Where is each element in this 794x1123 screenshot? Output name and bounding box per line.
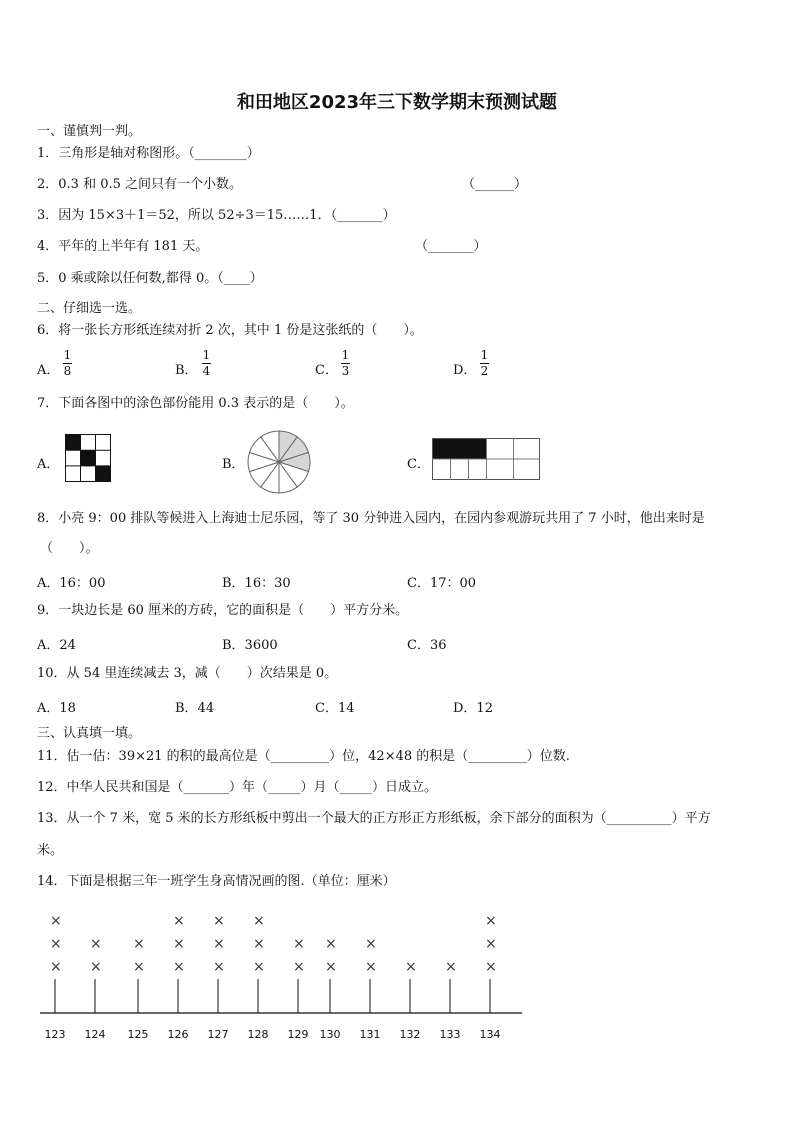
q10-option-a: A．18 xyxy=(37,701,76,716)
q10-option-d: D．12 xyxy=(453,701,493,716)
q8-option-a: A．16：00 xyxy=(37,576,106,591)
tick-label: 129 xyxy=(287,1028,309,1041)
data-mark: × xyxy=(173,959,185,975)
fraction-numerator: 1 xyxy=(202,348,211,362)
data-mark: × xyxy=(133,936,145,952)
question-2: 2．0.3 和 0.5 之间只有一个小数。 xyxy=(37,177,243,192)
q7-option-c-letter: C． xyxy=(407,457,430,472)
page-title: 和田地区2023年三下数学期末预测试题 xyxy=(236,92,558,113)
tick-label: 123 xyxy=(44,1028,66,1041)
data-mark: × xyxy=(365,959,377,975)
q7-option-b-letter: B． xyxy=(222,457,245,472)
q10-option-b: B．44 xyxy=(175,701,215,716)
question-7: 7．下面各图中的涂色部份能用 0.3 表示的是（ ）。 xyxy=(37,396,354,411)
question-8: 8．小亮 9：00 排队等候进入上海迪士尼乐园，等了 30 分钟进入园内，在园内参观游玩共用了 7 小时，他出来时是 xyxy=(37,511,705,526)
q9-option-b: B．3600 xyxy=(222,638,278,653)
section-3-heading: 三、认真填一填。 xyxy=(37,726,142,741)
q6-option-c-letter: C． xyxy=(315,363,338,378)
question-13: 13．从一个 7 米，宽 5 米的长方形纸板中剪出一个最大的正方形正方形纸板，余下部分的面积为（__________）平方 xyxy=(37,811,711,826)
q6-option-b-fraction xyxy=(202,349,211,378)
q6-option-b-letter: B． xyxy=(175,363,198,378)
q9-option-c: C．36 xyxy=(407,638,447,653)
data-mark: × xyxy=(485,936,497,952)
data-mark: × xyxy=(293,959,305,975)
question-1: 1．三角形是轴对称图形。（________） xyxy=(37,146,260,161)
data-mark: × xyxy=(133,959,145,975)
question-12: 12．中华人民共和国是（_______）年（_____）月（_____）日成立。 xyxy=(37,780,438,795)
section-1-heading: 一、谨慎判一判。 xyxy=(37,124,142,139)
data-mark: × xyxy=(445,959,457,975)
tick-label: 132 xyxy=(399,1028,421,1041)
data-mark: × xyxy=(173,913,185,929)
q9-option-a: A．24 xyxy=(37,638,76,653)
q6-option-a-fraction xyxy=(63,349,72,378)
q8-option-b: B．16：30 xyxy=(222,576,291,591)
question-9: 9．一块边长是 60 厘米的方砖，它的面积是（ ）平方分米。 xyxy=(37,603,409,618)
fraction-denominator: 4 xyxy=(202,364,211,378)
question-6: 6．将一张长方形纸连续对折 2 次，其中 1 份是这张纸的（ ）。 xyxy=(37,323,423,338)
q7-figure-b-circle xyxy=(247,430,311,494)
question-13-continued: 米。 xyxy=(37,843,64,858)
fraction-denominator: 8 xyxy=(63,364,72,378)
data-mark: × xyxy=(485,959,497,975)
fraction-numerator: 1 xyxy=(63,348,72,362)
tick-label: 134 xyxy=(479,1028,501,1041)
question-2-blank: （______） xyxy=(462,177,528,192)
data-mark: × xyxy=(173,936,185,952)
fraction-numerator: 1 xyxy=(480,348,489,362)
section-2-heading: 二、仔细选一选。 xyxy=(37,301,142,316)
q6-option-d-fraction xyxy=(480,349,489,378)
question-3: 3．因为 15×3＋1＝52，所以 52÷3＝15……1．（_______） xyxy=(37,208,396,223)
data-mark: × xyxy=(213,913,225,929)
data-mark: × xyxy=(325,936,337,952)
q7-figure-a-grid xyxy=(65,434,111,482)
data-mark: × xyxy=(293,936,305,952)
tick-label: 126 xyxy=(167,1028,189,1041)
q6-option-d-letter: D． xyxy=(453,363,477,378)
question-8-blank: （ ）。 xyxy=(40,541,99,556)
q7-option-a-letter: A． xyxy=(37,457,60,472)
fraction-denominator: 3 xyxy=(341,364,350,378)
tick-label: 125 xyxy=(127,1028,149,1041)
tick-label: 133 xyxy=(439,1028,461,1041)
data-mark: × xyxy=(253,936,265,952)
q7-figure-c-strip xyxy=(432,438,540,480)
tick-label: 124 xyxy=(84,1028,106,1041)
tick-label: 130 xyxy=(319,1028,341,1041)
data-mark: × xyxy=(213,936,225,952)
question-10: 10．从 54 里连续减去 3，减（ ）次结果是 0。 xyxy=(37,666,338,681)
data-mark: × xyxy=(325,959,337,975)
q10-option-c: C．14 xyxy=(315,701,355,716)
q6-option-c-fraction xyxy=(341,349,350,378)
data-mark: × xyxy=(50,913,62,929)
tick-label: 127 xyxy=(207,1028,229,1041)
data-mark: × xyxy=(405,959,417,975)
data-mark: × xyxy=(90,959,102,975)
q6-option-a-letter: A． xyxy=(37,363,60,378)
question-4: 4．平年的上半年有 181 天。 xyxy=(37,239,209,254)
question-14: 14．下面是根据三年一班学生身高情况画的图.（单位：厘米） xyxy=(37,874,396,889)
fraction-denominator: 2 xyxy=(480,364,489,378)
question-5: 5．0 乘或除以任何数,都得 0。（____） xyxy=(37,271,263,286)
q8-option-c: C．17：00 xyxy=(407,576,477,591)
data-mark: × xyxy=(50,936,62,952)
data-mark: × xyxy=(213,959,225,975)
data-mark: × xyxy=(365,936,377,952)
data-mark: × xyxy=(90,936,102,952)
data-mark: × xyxy=(253,959,265,975)
question-4-blank: （_______） xyxy=(415,239,487,254)
fraction-numerator: 1 xyxy=(341,348,350,362)
tick-label: 128 xyxy=(247,1028,269,1041)
data-mark: × xyxy=(485,913,497,929)
data-mark: × xyxy=(50,959,62,975)
data-mark: × xyxy=(253,913,265,929)
tick-label: 131 xyxy=(359,1028,381,1041)
question-11: 11．估一估：39×21 的积的最高位是（_________）位，42×48 的积是（_________）位数. xyxy=(37,749,570,764)
